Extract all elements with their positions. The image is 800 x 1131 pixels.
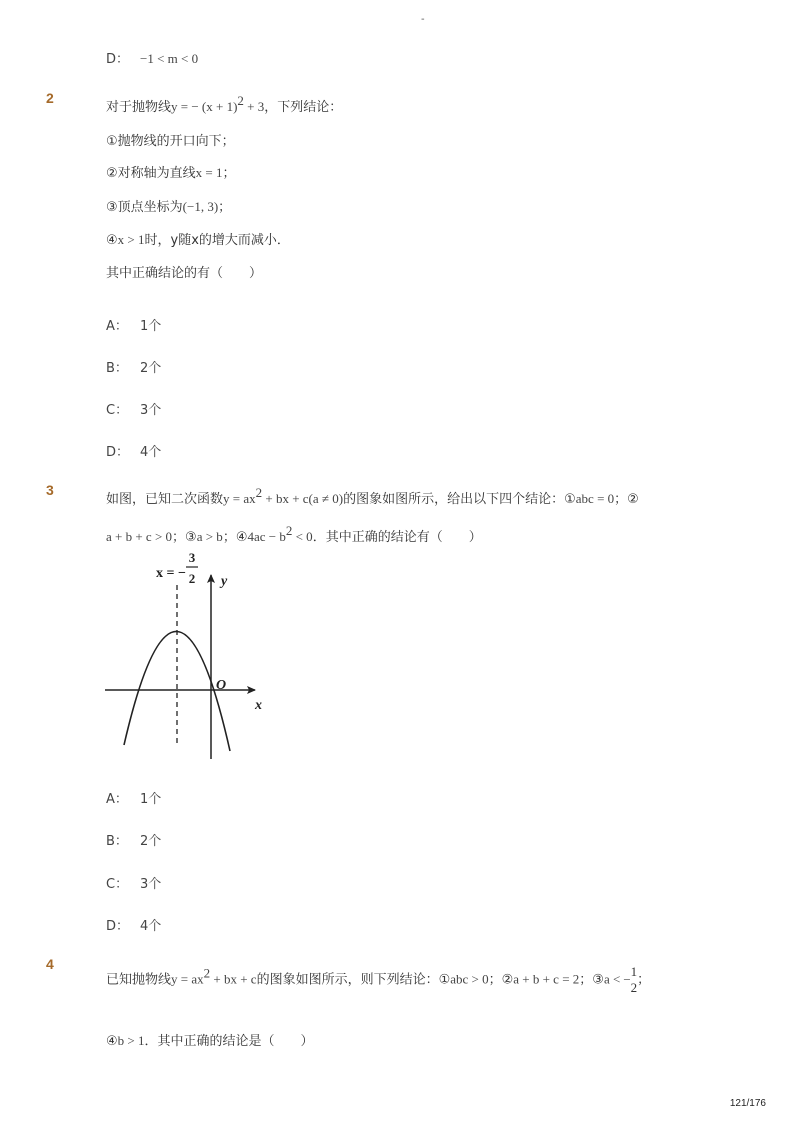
q3-option-b[interactable] bbox=[106, 830, 161, 849]
q4-l1-end: ； bbox=[637, 972, 651, 988]
option-text: 2个 bbox=[140, 361, 162, 376]
q2-s3-post: ； bbox=[218, 200, 232, 215]
q4-stem-line-1 bbox=[106, 964, 650, 996]
q4-frac-den: 2 bbox=[630, 980, 638, 995]
q3-l2-sup: 2 bbox=[285, 523, 293, 538]
option-text: 3个 bbox=[140, 403, 162, 418]
q3-option-a[interactable] bbox=[106, 788, 161, 807]
q2-statement-4 bbox=[106, 229, 290, 248]
q3-stem-line-2 bbox=[106, 523, 482, 545]
q2-stem-sup: 2 bbox=[237, 93, 244, 108]
q2-option-b[interactable] bbox=[106, 357, 161, 376]
prev-option-d[interactable] bbox=[106, 48, 198, 67]
q2-s4-post: 时，y随x的增大而减小． bbox=[144, 233, 290, 248]
option-label: D： bbox=[106, 52, 130, 67]
q2-statement-3 bbox=[106, 196, 231, 215]
q2-s3-text: ③顶点坐标为 bbox=[106, 200, 183, 215]
question-number-3: 3 bbox=[46, 482, 54, 498]
q4-l2-math: b > 1 bbox=[117, 1033, 145, 1048]
symmetry-frac-num: 3 bbox=[188, 550, 196, 565]
option-label: D： bbox=[106, 919, 130, 934]
option-text: 4个 bbox=[140, 445, 162, 460]
q2-stem-post: ，下列结论： bbox=[264, 100, 343, 115]
q3-l1-text: 如图，已知二次函数 bbox=[106, 492, 224, 507]
question-number-2: 2 bbox=[46, 90, 54, 106]
q2-stem-math: y = − (x + 1) bbox=[171, 99, 238, 114]
header-mark: - bbox=[421, 14, 425, 25]
q3-l2-math: a + b + c > 0 bbox=[106, 529, 173, 544]
q4-l1-sup: 2 bbox=[203, 965, 211, 981]
q2-ask: 其中正确结论的有（ ） bbox=[106, 266, 263, 281]
q4-l1-math-b: + bx + c bbox=[210, 971, 257, 987]
option-label: C： bbox=[106, 877, 129, 892]
q3-option-c[interactable] bbox=[106, 873, 161, 892]
q2-option-a[interactable] bbox=[106, 315, 161, 334]
symmetry-frac-den: 2 bbox=[188, 571, 196, 586]
q4-l1-sep-2: ；③ bbox=[579, 972, 604, 988]
option-label: D： bbox=[106, 445, 130, 460]
q2-option-c[interactable] bbox=[106, 399, 161, 418]
question-number-4: 4 bbox=[46, 956, 54, 972]
q4-stem-line-2 bbox=[106, 1030, 314, 1049]
option-label: B： bbox=[106, 834, 128, 849]
option-label: A： bbox=[106, 792, 128, 807]
x-axis-label: x bbox=[255, 698, 262, 713]
q3-option-d[interactable] bbox=[106, 915, 161, 934]
q2-stem-text: 对于抛物线 bbox=[106, 100, 172, 115]
option-label: B： bbox=[106, 361, 128, 376]
option-text: 4个 bbox=[140, 919, 162, 934]
q2-stem-math-b: + 3 bbox=[243, 99, 265, 114]
symmetry-axis-label: x = − bbox=[156, 566, 186, 581]
q4-l1-mid: 的图象如图所示，则下列结论：① bbox=[256, 972, 451, 988]
q4-frac-num: 1 bbox=[630, 964, 638, 979]
q3-l2-math-b: a > b bbox=[196, 529, 223, 544]
y-axis-label: y bbox=[221, 574, 228, 589]
q2-s2-math: x = 1 bbox=[195, 165, 223, 180]
q4-l1-math-d: a + b + c = 2 bbox=[513, 971, 580, 987]
q4-l1-neg: − bbox=[623, 971, 631, 987]
q3-stem-line-1 bbox=[106, 485, 639, 507]
q2-statement-2 bbox=[106, 162, 236, 181]
option-text: 3个 bbox=[140, 877, 162, 892]
q2-s3-math: (−1, 3) bbox=[182, 199, 219, 214]
q3-l1-sup: 2 bbox=[255, 485, 263, 500]
q3-l1-end: ；② bbox=[614, 492, 639, 507]
option-label: A： bbox=[106, 319, 128, 334]
q3-l2-sep-2: ；④ bbox=[222, 530, 248, 545]
q3-l2-sep: ；③ bbox=[172, 530, 197, 545]
q2-s2-text: ②对称轴为直线 bbox=[106, 166, 196, 181]
q2-statement-1: ①抛物线的开口向下； bbox=[106, 134, 235, 149]
q2-stem bbox=[106, 93, 343, 115]
q2-s4-math: x > 1 bbox=[117, 232, 145, 247]
page-number: 121/176 bbox=[729, 1098, 766, 1109]
q3-l2-math-d: < 0 bbox=[292, 529, 313, 544]
q3-l2-math-c: 4ac − b bbox=[247, 529, 286, 544]
option-text: −1 < m < 0 bbox=[140, 51, 199, 66]
q4-l2-post: ．其中正确的结论是（ ） bbox=[144, 1034, 314, 1049]
q2-option-d[interactable] bbox=[106, 441, 161, 460]
q3-parabola-graph bbox=[100, 545, 280, 765]
q4-l1-math-c: abc > 0 bbox=[450, 971, 489, 987]
option-text: 2个 bbox=[140, 834, 162, 849]
q3-l2-post: ．其中正确的结论有（ ） bbox=[312, 530, 482, 545]
q3-l1-mid: 的图象如图所示，给出以下四个结论：① bbox=[343, 492, 576, 507]
q4-l1-sep: ；② bbox=[488, 972, 514, 988]
option-text: 1个 bbox=[140, 319, 162, 334]
q2-s2-post: ； bbox=[222, 166, 236, 181]
q3-l1-math: y = ax bbox=[223, 491, 256, 506]
option-label: C： bbox=[106, 403, 129, 418]
q4-l2-text: ④ bbox=[106, 1034, 118, 1049]
q3-l1-math-c: abc = 0 bbox=[575, 491, 615, 506]
origin-label: O bbox=[216, 678, 227, 693]
q4-l1-math-e: a < bbox=[603, 971, 621, 987]
q3-l1-math-b: + bx + c(a ≠ 0) bbox=[262, 491, 344, 506]
q4-l1-math: y = ax bbox=[171, 971, 204, 987]
option-text: 1个 bbox=[140, 792, 162, 807]
q2-s4-text: ④ bbox=[106, 233, 118, 248]
q4-l1-text: 已知抛物线 bbox=[106, 972, 172, 988]
